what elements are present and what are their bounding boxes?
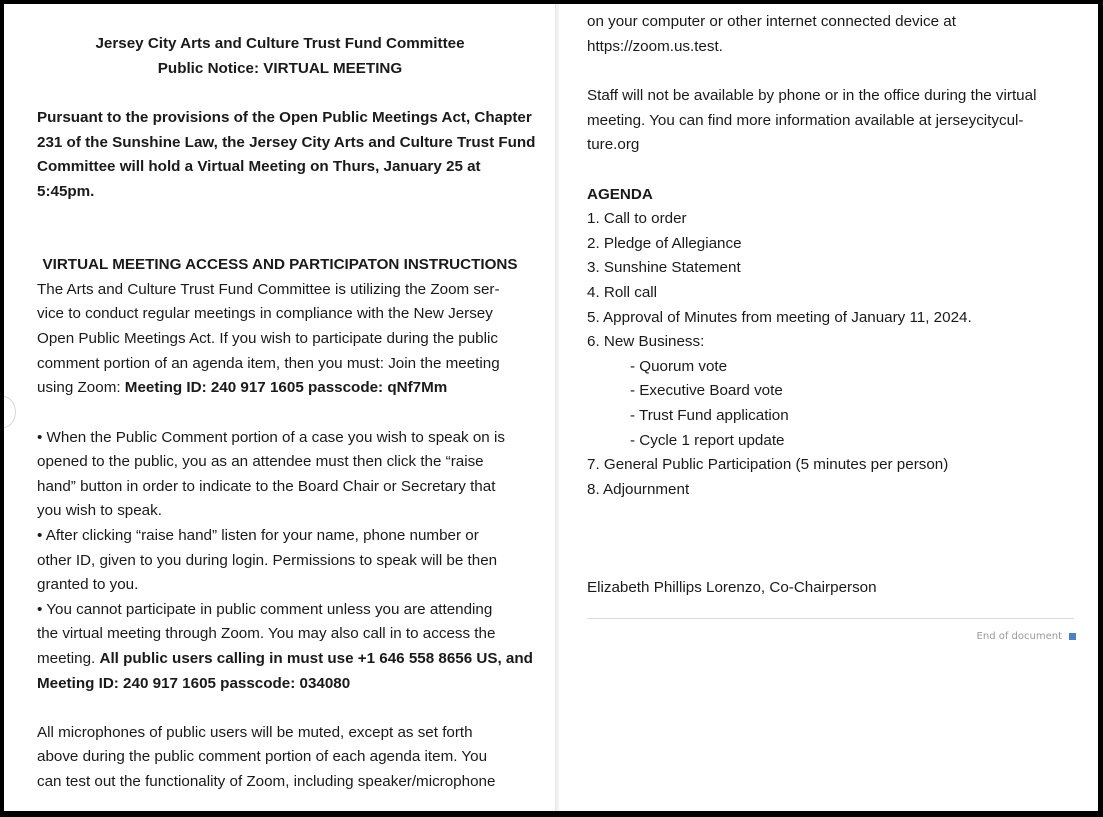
page-left: [4, 4, 556, 811]
paragraph-line: vice to conduct regular meetings in compliance with the New Jersey: [37, 305, 493, 322]
zoom-url: https://zoom.us.test.: [587, 38, 723, 55]
end-of-document: [977, 631, 1076, 642]
bullet-line: [37, 647, 533, 672]
signature: Elizabeth Phillips Lorenzo, Co-Chairperson: [587, 579, 877, 596]
paragraph-line: ture.org: [587, 136, 640, 153]
bullet-line: opened to the public, you as an attendee must then click the “raise: [37, 453, 484, 470]
meeting-prefix: meeting.: [37, 650, 100, 667]
intro-line: 5:45pm.: [37, 183, 95, 200]
bullet-line: granted to you.: [37, 576, 139, 593]
bullet-line: you wish to speak.: [37, 502, 162, 519]
agenda-item: 4. Roll call: [587, 284, 658, 301]
agenda-item: 1. Call to order: [587, 210, 687, 227]
intro-line: 231 of the Sunshine Law, the Jersey City Arts and Culture Trust Fund: [37, 134, 536, 151]
call-in-meeting-id: Meeting ID: 240 917 1605 passcode: 034080: [37, 675, 351, 692]
doc-title: Jersey City Arts and Culture Trust Fund Committee: [95, 35, 465, 52]
bullet-line: • After clicking “raise hand” listen for your name, phone number or: [37, 527, 479, 544]
paragraph-line: on your computer or other internet connected device at: [587, 13, 956, 30]
end-of-document-label: End of document: [976, 631, 1062, 642]
agenda-item: 3. Sunshine Statement: [587, 259, 741, 276]
paragraph-line: above during the public comment portion of each agenda item. You: [37, 748, 488, 765]
paragraph-line: [37, 376, 447, 401]
end-marker-icon: [1069, 633, 1076, 640]
paragraph-line: comment portion of an agenda item, then you must: Join the meeting: [37, 355, 500, 372]
bullet-line: • When the Public Comment portion of a case you wish to speak on is: [37, 429, 505, 446]
agenda-subitem: - Trust Fund application: [630, 407, 789, 424]
paragraph-line: Staff will not be available by phone or in the office during the virtual: [587, 87, 1037, 104]
agenda-subitem: - Quorum vote: [630, 358, 728, 375]
zoom-prefix: using Zoom:: [37, 379, 125, 396]
agenda-item: 5. Approval of Minutes from meeting of January 11, 2024.: [587, 309, 972, 326]
doc-subtitle: Public Notice: VIRTUAL MEETING: [157, 60, 403, 77]
paragraph-line: Open Public Meetings Act. If you wish to participate during the public: [37, 330, 498, 347]
paragraph-line: All microphones of public users will be muted, except as set forth: [37, 724, 473, 741]
bullet-line: the virtual meeting through Zoom. You may also call in to access the: [37, 625, 496, 642]
page-right: [559, 4, 1098, 811]
paragraph-line: The Arts and Culture Trust Fund Committee is utilizing the Zoom ser-: [37, 281, 500, 298]
paragraph-line: can test out the functionality of Zoom, including speaker/microphone: [37, 773, 496, 790]
agenda-subitem: - Cycle 1 report update: [630, 432, 785, 449]
agenda-item: 8. Adjournment: [587, 481, 690, 498]
agenda-item: 2. Pledge of Allegiance: [587, 235, 742, 252]
intro-line: Committee will hold a Virtual Meeting on Thurs, January 25 at: [37, 158, 481, 175]
agenda-item: 6. New Business:: [587, 333, 705, 350]
agenda-heading: AGENDA: [587, 186, 653, 203]
paragraph-line: meeting. You can find more information available at jerseycitycul-: [587, 112, 1024, 129]
bullet-line: hand” button in order to indicate to the Board Chair or Secretary that: [37, 478, 496, 495]
end-divider: [587, 618, 1074, 619]
bullet-line: other ID, given to you during login. Permissions to speak will be then: [37, 552, 498, 569]
page-nav-handle[interactable]: [4, 396, 16, 428]
instructions-heading: VIRTUAL MEETING ACCESS AND PARTICIPATON INSTRUCTIONS: [42, 256, 518, 273]
call-in-number: All public users calling in must use +1 646 558 8656 US, and: [99, 650, 533, 667]
agenda-subitem: - Executive Board vote: [630, 382, 783, 399]
document-viewer: [4, 4, 1098, 811]
agenda-item: 7. General Public Participation (5 minutes per person): [587, 456, 949, 473]
meeting-id-passcode: Meeting ID: 240 917 1605 passcode: qNf7Mm: [124, 379, 448, 396]
intro-line: Pursuant to the provisions of the Open Public Meetings Act, Chapter: [37, 109, 532, 126]
bullet-line: • You cannot participate in public comment unless you are attending: [37, 601, 493, 618]
